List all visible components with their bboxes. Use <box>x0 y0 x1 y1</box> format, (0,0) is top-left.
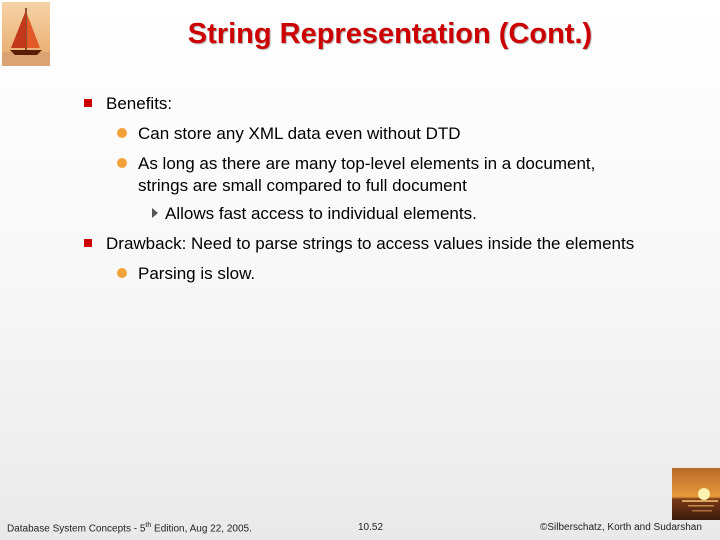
footer-course-sup: th <box>145 522 152 529</box>
circle-bullet-icon <box>117 158 127 168</box>
bullet-benefit-2-sub: Allows fast access to individual elements. <box>165 204 477 223</box>
circle-bullet-icon <box>117 128 127 138</box>
bullet-benefits: Benefits: <box>106 94 173 113</box>
bullet-benefit-2-line2: strings are small compared to full document <box>138 176 467 195</box>
slide-title: String Representation (Cont.) <box>187 18 593 50</box>
circle-bullet-icon <box>117 268 127 278</box>
square-bullet-icon <box>84 239 92 247</box>
footer-copyright: ©Silberschatz, Korth and Sudarshan <box>540 522 702 533</box>
square-bullet-icon <box>84 99 92 107</box>
triangle-bullet-icon <box>152 208 158 218</box>
bullet-benefit-1: Can store any XML data even without DTD <box>138 124 461 143</box>
sunset-icon <box>672 468 720 520</box>
footer-page-number: 10.52 <box>358 522 384 533</box>
bullet-drawback-1: Parsing is slow. <box>138 264 256 283</box>
footer-course-text: Database System Concepts - 5 <box>7 523 146 535</box>
bullet-drawback: Drawback: Need to parse strings to access values inside the elements <box>106 234 635 253</box>
footer-course <box>7 522 252 534</box>
bullet-benefit-2-line1: As long as there are many top-level elements in a document, <box>138 154 596 173</box>
footer-course-date: Edition, Aug 22, 2005. <box>151 523 252 535</box>
